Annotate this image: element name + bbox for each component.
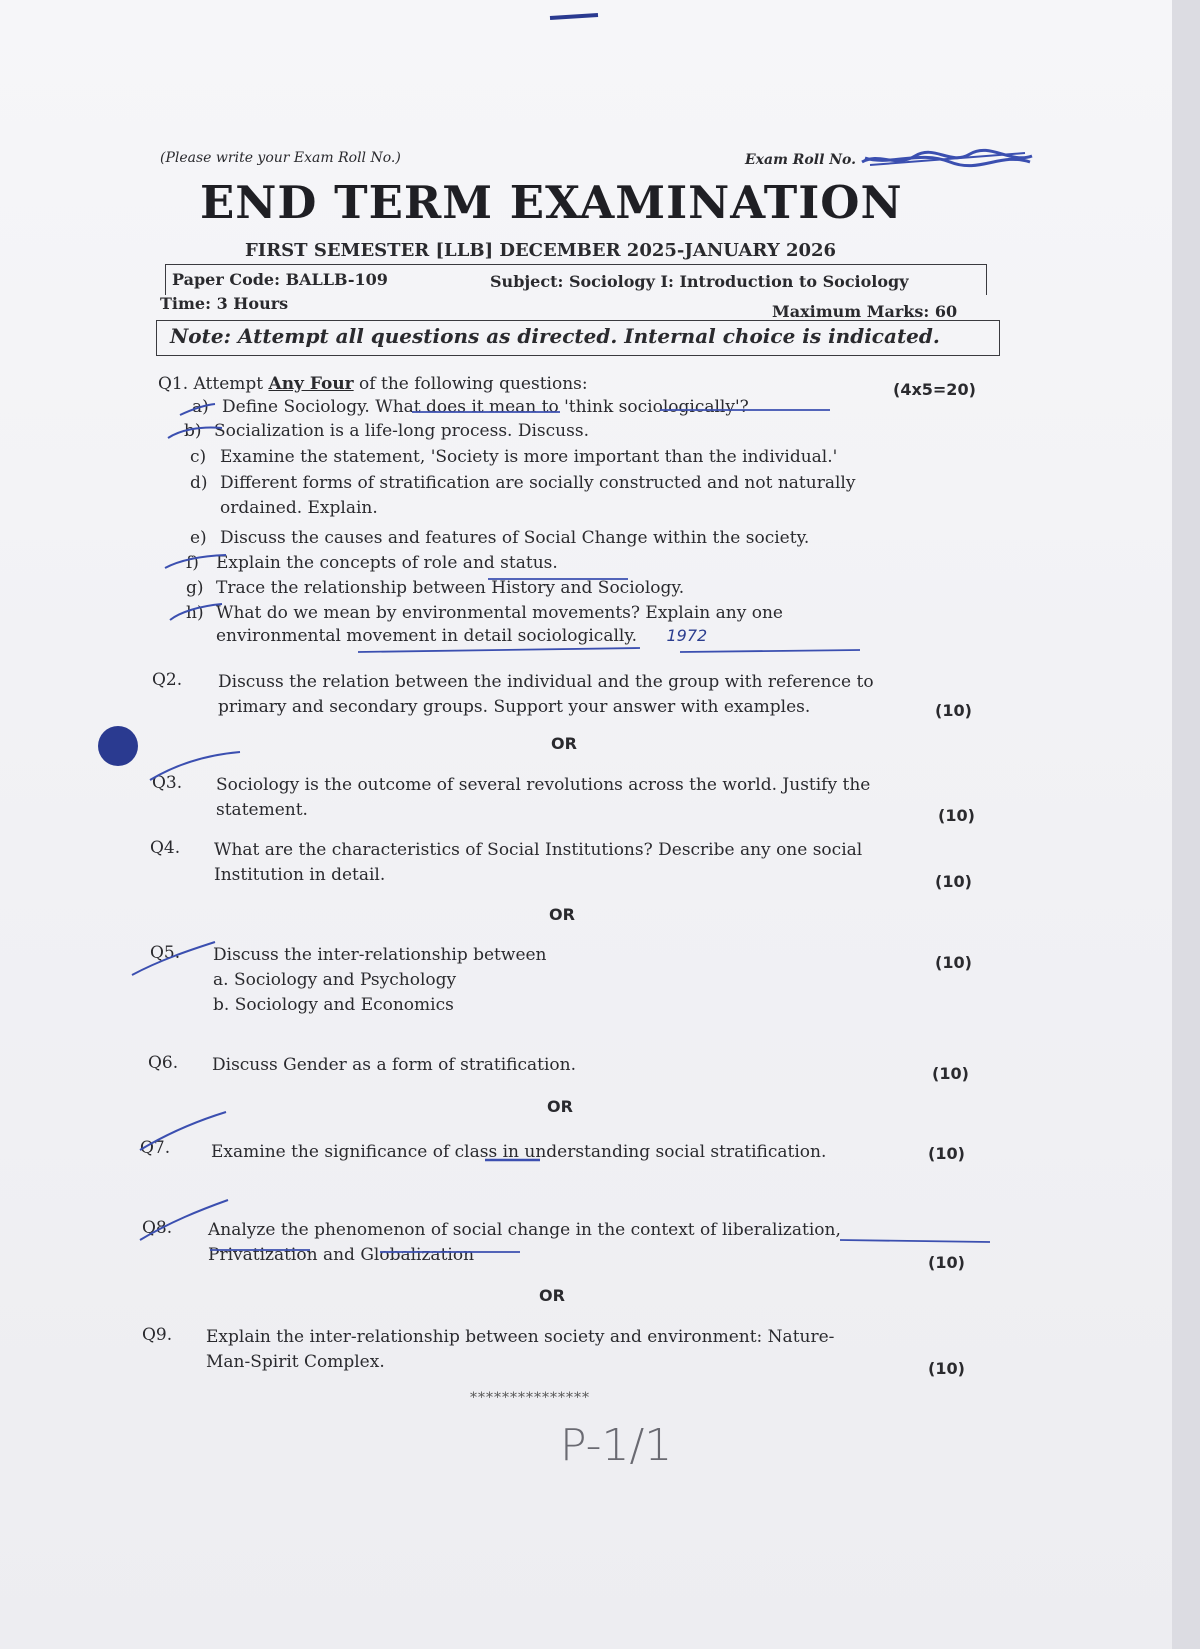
question-number: Q7. <box>140 1138 171 1158</box>
maximum-marks: Maximum Marks: 60 <box>772 302 958 321</box>
question-number: Q5. <box>150 943 181 963</box>
question-line: Man-Spirit Complex. <box>206 1352 385 1372</box>
question-marks: (10) <box>928 1359 965 1378</box>
question-line: a. Sociology and Psychology <box>213 970 457 990</box>
handwritten-page-mark: P-1/1 <box>560 1420 673 1471</box>
question-line: b. Sociology and Economics <box>213 995 454 1015</box>
item-label: b) <box>184 421 202 441</box>
subject: Subject: Sociology I: Introduction to Sociology <box>490 272 909 291</box>
question-number: Q2. <box>152 670 183 690</box>
q1-item <box>190 447 837 467</box>
item-text: Socialization is a life-long process. Discuss. <box>214 421 589 441</box>
question-line: What are the characteristics of Social Institutions? Describe any one social <box>214 840 863 860</box>
or-separator: OR <box>551 734 577 753</box>
q1-item <box>192 397 749 417</box>
question-line: Discuss Gender as a form of stratification. <box>212 1055 577 1075</box>
q1-item <box>186 603 783 623</box>
item-label: e) <box>190 528 207 548</box>
paper-code: Paper Code: BALLB-109 <box>172 270 388 289</box>
question-number: Q3. <box>152 773 183 793</box>
q1-item <box>190 473 855 493</box>
question-text <box>214 838 862 888</box>
item-label: c) <box>190 447 207 467</box>
question-marks: (10) <box>935 872 972 891</box>
q1-emphasis: Any Four <box>268 374 354 394</box>
item-text: Define Sociology. What does it mean to 'think sociologically'? <box>222 397 749 417</box>
end-stars: *************** <box>470 1390 590 1406</box>
question-text <box>216 773 870 823</box>
q1-item <box>190 498 378 518</box>
roll-hint: (Please write your Exam Roll No.) <box>160 150 401 166</box>
question-line: primary and secondary groups. Support your answer with examples. <box>218 697 811 717</box>
question-line: Discuss the relation between the individual and the group with reference to <box>218 672 874 692</box>
q1-item <box>186 553 558 573</box>
item-label: g) <box>186 578 204 598</box>
semester-line: FIRST SEMESTER [LLB] DECEMBER 2025-JANUARY 2026 <box>245 240 837 261</box>
item-text: What do we mean by environmental movements? Explain any one <box>216 603 783 623</box>
question-line: Institution in detail. <box>214 865 386 885</box>
q1-item <box>190 528 809 548</box>
or-separator: OR <box>539 1286 565 1305</box>
q1-suffix: of the following questions: <box>353 374 588 394</box>
or-separator: OR <box>547 1097 573 1116</box>
question-text <box>218 670 874 720</box>
question-text <box>213 943 547 1018</box>
question-line: Analyze the phenomenon of social change in the context of liberalization, <box>208 1220 841 1240</box>
item-text: Trace the relationship between History and Sociology. <box>216 578 685 598</box>
roll-number-scribble <box>860 148 1035 170</box>
handwritten-note: 1972 <box>666 626 708 645</box>
item-text: Explain the concepts of role and status. <box>216 553 558 573</box>
question-text <box>212 1053 576 1078</box>
question-line: Examine the significance of class in understanding social stratification. <box>211 1142 827 1162</box>
item-label: h) <box>186 603 204 623</box>
q1-heading <box>158 374 588 394</box>
question-marks: (10) <box>938 806 975 825</box>
question-line: Sociology is the outcome of several revolutions across the world. Justify the <box>216 775 871 795</box>
exam-title: END TERM EXAMINATION <box>200 176 903 229</box>
item-label: d) <box>190 473 208 493</box>
question-text <box>208 1218 841 1268</box>
q1-item <box>186 626 707 646</box>
question-number: Q4. <box>150 838 181 858</box>
q1-item <box>184 421 589 441</box>
item-label: f) <box>186 553 199 573</box>
question-line: Explain the inter-relationship between society and environment: Nature- <box>206 1327 835 1347</box>
q1-item <box>186 578 684 598</box>
instructions-note: Note: Attempt all questions as directed. Internal choice is indicated. <box>170 324 940 348</box>
question-marks: (10) <box>928 1253 965 1272</box>
item-text: environmental movement in detail sociologically. <box>216 626 638 646</box>
question-number: Q8. <box>142 1218 173 1238</box>
question-marks: (10) <box>932 1064 969 1083</box>
question-marks: (10) <box>935 953 972 972</box>
q1-marks: (4x5=20) <box>893 380 976 399</box>
question-line: Privatization and Globalization <box>208 1245 475 1265</box>
item-text: Examine the statement, 'Society is more important than the individual.' <box>220 447 838 467</box>
question-text <box>211 1140 826 1165</box>
question-text <box>206 1325 834 1375</box>
item-label: a) <box>192 397 209 417</box>
roll-label: Exam Roll No. <box>745 152 857 168</box>
item-text: Different forms of stratification are socially constructed and not naturally <box>220 473 856 493</box>
question-marks: (10) <box>928 1144 965 1163</box>
q1-prefix: Q1. Attempt <box>158 374 269 394</box>
question-line: Discuss the inter-relationship between <box>213 945 547 965</box>
item-text: ordained. Explain. <box>220 498 378 518</box>
or-separator: OR <box>549 905 575 924</box>
question-number: Q9. <box>142 1325 173 1345</box>
question-marks: (10) <box>935 701 972 720</box>
time-allowed: Time: 3 Hours <box>160 294 289 313</box>
question-number: Q6. <box>148 1053 179 1073</box>
item-text: Discuss the causes and features of Social Change within the society. <box>220 528 810 548</box>
question-line: statement. <box>216 800 308 820</box>
